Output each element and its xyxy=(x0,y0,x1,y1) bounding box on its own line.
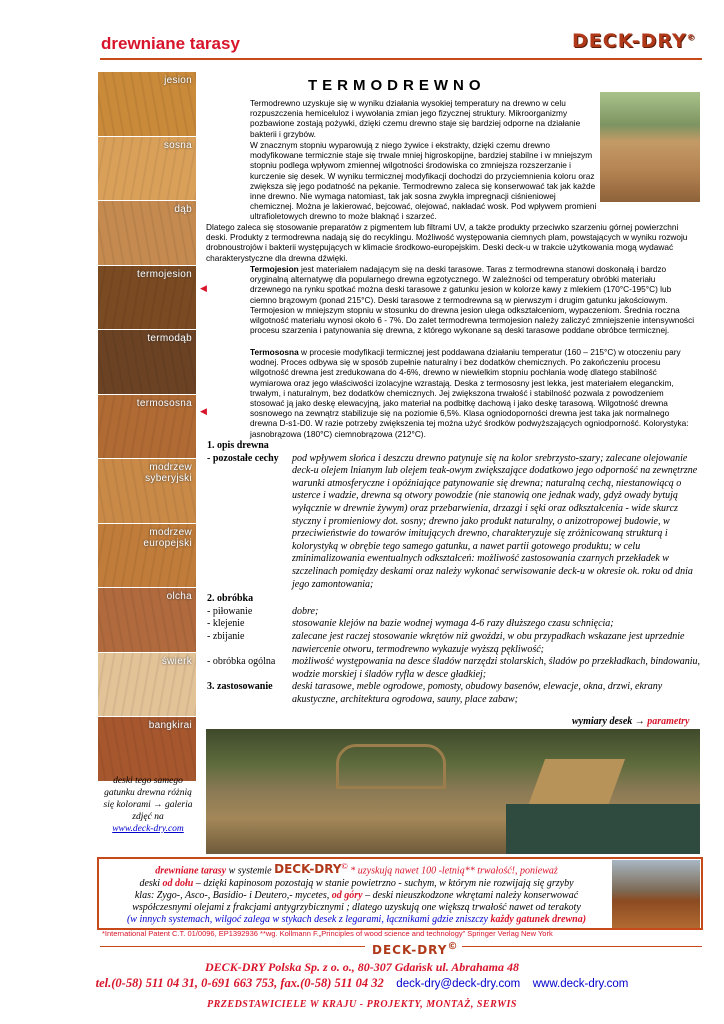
property-value: deski tarasowe, meble ogrodowe, pomosty, obudowy basenów, elewacje, okna, drzwi, ekrany akustyczne, architektura ogrodowa, sauny, place zabaw; xyxy=(292,681,663,705)
paragraph-3 xyxy=(206,222,698,263)
wood-swatch xyxy=(98,201,196,266)
promo-text-part: – deski nieuszkodzone wkrętami należy konserwować xyxy=(365,889,579,901)
bench-shape xyxy=(336,744,446,789)
property-value: pod wpływem słońca i deszczu drewno patynuje się na kolor srebrzysto-szary; zalecane olejowanie deck-u olejem lnianym lub olejem teak-owym zwiększające dodatkowo jego odporność na zewnętrzne warunki atmosferyczne i opóźniające patynowanie się drewna; naturalną cechą, niestanowiącą o usterce i wadzie, drewna są otwory powodzie (nie stanowią one jednak wady, gdyż owady bytują wyłącznie w drewnie żywym) oraz przebarwienia, drzazgi i sęki oraz odkształcenia - wide skurcz styczny i promieniowy dot. sosny; drewno jako produkt naturalny, o anizotropowej budowie, w przeciwieństwie do towarów imitujących drewno, charakteryzuje się zróżnicowaną strukturą i kolorystyką w obrębie tego samego gatunku, a nawet partii gotowego produktu; w celu zminimalizowania ewentualnych odkształceń: możliwość zastosowania czarnych przekładek w szczelinach pomiędzy deskami oraz należy wykonać serwisowanie deck-u w okresie ok. roku od dnia jego zamontowania; xyxy=(292,452,698,590)
property-row xyxy=(207,606,702,619)
wood-swatch-label: dąb xyxy=(174,204,192,215)
property-key: - klejenie xyxy=(207,618,245,630)
property-value: stosowanie klejów na bazie wodnej wymaga 4-6 razy dłuższego czasu schnięcia; xyxy=(292,618,614,630)
property-row xyxy=(207,681,702,706)
para3-text: Dlatego zaleca się stosowanie preparatów z pigmentem lub filtrami UV, a także produkty przeciwko szarzeniu górnej powierzchni deski. Produkty z termodrewna nadają się do recyklingu. Możliwość występowania ciemnych plam, powstających w wyniku rozwoju drobnoustrojów i bakterii występujących w klimacie środkowo-europejskim. Deski deck-u w trakcie użytkowania mogą wydawać charakterystyczne dla drewna dźwięki. xyxy=(206,222,688,263)
wood-swatch-label: modrzew europejski xyxy=(143,526,192,549)
wood-swatch xyxy=(98,266,196,331)
wood-swatch-label: modrzew syberyjski xyxy=(145,462,192,484)
parameters-link[interactable]: parametry xyxy=(647,716,690,727)
property-key: - pozostałe cechy xyxy=(207,452,279,464)
wood-swatch xyxy=(98,717,196,782)
gallery-note xyxy=(100,775,196,835)
property-value: dobre; xyxy=(292,605,319,617)
page-title: drewniane tarasy xyxy=(101,34,240,53)
wood-swatch-list xyxy=(98,72,196,782)
garden-photo xyxy=(206,729,700,854)
wood-swatch xyxy=(98,395,196,460)
promo-text-part: deski xyxy=(139,877,161,889)
promo-text-part: (w innych systemach, wilgoć zalega w stykach desek z legarami, łącznikami gdzie zniszczy xyxy=(126,914,488,926)
wood-swatch xyxy=(98,330,196,395)
gallery-link[interactable]: www.deck-dry.com xyxy=(112,824,184,834)
section-heading: 1. opis drewna xyxy=(207,440,269,451)
company-address: DECK-DRY Polska Sp. z o. o., 80-307 Gdańsk ul. Abrahama 48 xyxy=(205,960,519,974)
promo-text-part: – dzięki kapinosom pozostają w stanie powietrzno - suchym, w którym nie rozwijają się grzyby xyxy=(195,877,574,889)
wood-swatch-label: termodąb xyxy=(147,333,192,344)
footer-divider xyxy=(462,946,702,947)
footnote: *International Patent C.T. 01/0096, EP1392936 **wg. Kollmann F.„Principles of wood science and technology” Springer Verlag New York xyxy=(102,929,553,938)
termojesion-label: Termojesion xyxy=(250,264,299,274)
property-key: - piłowanie xyxy=(207,605,253,617)
wood-swatch-label: sosna xyxy=(163,139,192,151)
termososna-label: Termososna xyxy=(250,347,299,357)
property-key: - obróbka ogólna xyxy=(207,656,276,668)
property-value: możliwość występowania na desce śladów narzędzi stolarskich, śladów po przekładkach, bindowaniu, wodzie morskiej i śladów ryfla w desce gładkiej; xyxy=(292,656,701,680)
website-link[interactable]: www.deck-dry.com xyxy=(532,978,629,990)
deck-shape xyxy=(527,759,625,809)
wood-swatch-label: termojesion xyxy=(137,268,192,280)
wood-swatch-label: jesion xyxy=(164,75,192,86)
deck-construction-photo xyxy=(612,860,700,928)
intro-paragraph xyxy=(206,98,596,139)
brand-logo: DECK-DRY© xyxy=(572,30,696,52)
termososna-text: w procesie modyfikacji termicznej jest poddawana działaniu temperatur (160 – 215°C) w otoczeniu pary wodnej. Proces odbywa się w sposób zupełnie naturalny i bez dodatków chemicznych. Po zakończeniu procesu wilgotność drewna jest zredukowana do 4-6%, drewno w niewielkim stopniu pochłania wodę dlatego stabilność wymiarowa oraz jego właściwości izolacyjne wzrastają. Deska z termososny jest lekka, jest materiałem eleganckim, trwałym, i naturalnym, bez dodatków chemicznych. Jej zwiększona trwałość i stabilność pozwala z powodzeniem stosować ją jako deskę elewacyjną, jako materiał na podbitkę dachową i jako deskę tarasową. Wilgotność drewna sosnowego na zewnątrz stabilizuje się na poziomie 6,5%. Klasa ogniodoporności drewna jest taka jak normalnego drewna D-s1-D0. W razie potrzeby zwiększenia tej można użyć środków podwyższających ogniodporność. Kolorystyka: jasnobrązowa (180°C) ciemnobrązowa (212°C). xyxy=(250,347,689,439)
wood-swatch xyxy=(98,72,196,137)
promo-highlight: drewniane tarasy xyxy=(155,865,227,877)
wood-swatch-label: olcha xyxy=(166,591,192,602)
promo-text xyxy=(104,861,609,926)
wood-swatch xyxy=(98,588,196,653)
gallery-note-text: deski tego samego gatunku drewna różnią się kolorami → galeria zdjęć na xyxy=(103,776,193,822)
property-value: zalecane jest raczej stosowanie wkrętów niż gwoździ, w obu przypadkach wskazane jest uprzednie nawiercenie otworu, termodrewno wykazuje wyższą pękliwość; xyxy=(292,630,685,655)
email-link[interactable]: deck-dry@deck-dry.com xyxy=(396,978,521,990)
termososna-paragraph xyxy=(206,347,698,439)
footer-divider xyxy=(100,946,365,947)
termojesion-text: jest materiałem nadającym się na deski tarasowe. Taras z termodrewna stanowi doskonałą i bardzo oryginalną alternatywę dla popularnego drewna egzotycznego. W zależności od temperatury obróbki materiału drzewnego na rynku spotkać można deski tarasowe z gatunku jesion w kolorze kawy z mlekiem (170°C-195°C) lub ciemno brązowym (ponad 215°C). Deski tarasowe z termodrewna są w pierwszym i drugim gatunku jakościowym. Termojesion w mniejszym stopniu w stosunku do drewna jesion ulega odkształceniom, wypaczeniom. Średnia roczna wilgotność materiału wynosi około 6 - 7%. Do zalet termodrewna termojesion należy zaliczyć zmniejszenie intensywności procesu szarzenia i patynowania się drewna, z którego wykonane są deski tarasowe poddane obróbce termicznej. xyxy=(250,264,695,336)
paragraph-2 xyxy=(206,140,598,222)
phone-numbers: tel.(0-58) 511 04 31, 0-691 663 753, fax.(0-58) 511 04 32 xyxy=(95,976,384,990)
promo-text-part: klas: Zygo-, Asco-, Basidio- i Deutero,- mycetes, xyxy=(134,889,330,901)
property-row xyxy=(207,453,702,592)
promo-highlight: każdy gatunek drewna) xyxy=(490,914,587,926)
pointer-arrow-icon: ◀ xyxy=(200,406,207,416)
header-divider xyxy=(100,58,702,60)
promo-highlight: od dołu xyxy=(162,877,194,889)
properties-table xyxy=(207,440,702,706)
wood-swatch xyxy=(98,459,196,524)
dimensions-label: wymiary desek → xyxy=(572,716,645,727)
mini-logo: DECK-DRY xyxy=(274,862,342,877)
property-key: - zbijanie xyxy=(207,630,245,642)
pointer-arrow-icon: ◀ xyxy=(200,283,207,293)
mini-logo-mark: © xyxy=(341,862,348,871)
footer-logo: DECK-DRY© xyxy=(372,941,459,957)
termojesion-paragraph xyxy=(206,264,698,335)
section-title: TERMODREWNO xyxy=(308,77,486,94)
representatives-line: PRZEDSTAWICIELE W KRAJU - PROJEKTY, MONTAŻ, SERWIS xyxy=(207,999,517,1010)
terrace-photo xyxy=(600,92,700,202)
promo-text-part: w systemie xyxy=(228,865,272,877)
wood-swatch xyxy=(98,524,196,589)
promo-text-part: współczesnymi olejami z frakcjami antygrzybicznymi ; dlatego uzyskują one większą trwałość nawet od terakoty xyxy=(132,901,581,913)
property-key: 3. zastosowanie xyxy=(207,681,273,693)
wood-swatch xyxy=(98,137,196,202)
promo-text-part: * uzyskują nawet 100 -letnią** trwałość!, ponieważ xyxy=(350,865,558,877)
para2-text: W znacznym stopniu wyparowują z niego żywice i ekstrakty, dzięki czemu drewno modyfikowane termicznie staje się trwale mniej higroskopijne, bardziej stabilne i w mniejszym stopniu podlega wpływom zmiennej wilgotności środowiska co zmniejsza rozszerzanie i kurczenie się desek. W wyniku termicznej modyfikacji dochodzi do przyciemnienia koloru oraz zwiększa się jego podatność na pękanie. Termodrewno zaleca się konserwować tak jak każde inne drewno. Nie wymaga natomiast, tak jak sosna zwykła impregnacji ciśnieniowej chemicznej. Można je lakierować, bejcować, olejować, nakładać wosk. Pod wpływem promieni ultrafioletowych drewno to może blaknąć i szarzeć. xyxy=(250,140,597,222)
wood-swatch-label: świerk xyxy=(161,655,192,667)
promo-highlight: od góry xyxy=(331,889,363,901)
section-heading: 2. obróbka xyxy=(207,593,254,605)
wood-swatch xyxy=(98,653,196,718)
wood-swatch-label: bangkirai xyxy=(148,720,192,731)
contact-line xyxy=(0,976,724,991)
pond-shape xyxy=(506,804,700,854)
intro-text: Termodrewno uzyskuje się w wyniku działania wysokiej temperatury na drewno w celu rozpuszczenia hemiceluloz i wywołania zmian jego fizycznej struktury. Mikroorganizmy pozbawione zostają pożywki, dzięki czemu drewno staje się bardziej odporne na działanie bakterii i grzybów. xyxy=(250,98,581,139)
property-row xyxy=(207,618,702,631)
property-row xyxy=(207,631,702,656)
dimensions-link-row xyxy=(572,716,689,727)
wood-swatch-label: termososna xyxy=(136,397,192,409)
property-row xyxy=(207,656,702,681)
